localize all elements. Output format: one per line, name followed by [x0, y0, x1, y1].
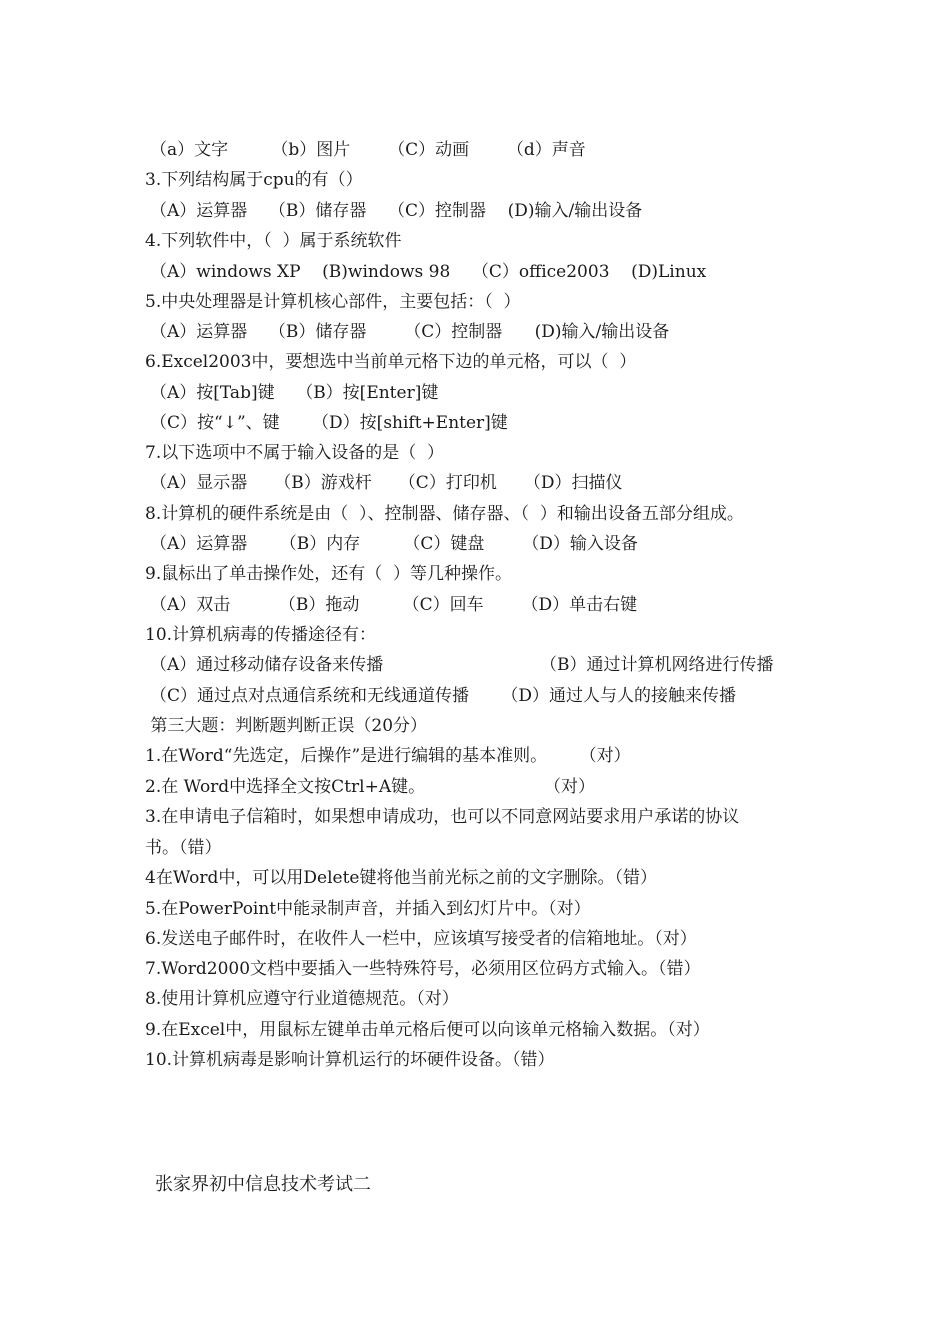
- question-line: 3.下列结构属于cpu的有（）: [145, 170, 363, 190]
- question-line: 8.计算机的硬件系统是由（ ）、控制器、储存器、（ ）和输出设备五部分组成。: [145, 504, 744, 524]
- question-line: 5.中央处理器是计算机核心部件，主要包括：（ ）: [145, 292, 521, 312]
- judgement-line: 书。（错）: [145, 838, 222, 858]
- options-line: （A）双击 （B）拖动 （C）回车 （D）单击右键: [150, 595, 638, 615]
- judgement-line: 7.Word2000文档中要插入一些特殊符号，必须用区位码方式输入。（错）: [145, 959, 701, 979]
- options-line: （A）运算器 （B）储存器 （C）控制器 (D)输入/输出设备: [150, 201, 643, 221]
- judgement-line: 10.计算机病毒是影响计算机运行的坏硬件设备。（错）: [145, 1050, 555, 1070]
- options-line: （A）运算器 （B）储存器 （C）控制器 (D)输入/输出设备: [150, 322, 670, 342]
- judgement-line: 9.在Excel中，用鼠标左键单击单元格后便可以向该单元格输入数据。（对）: [145, 1020, 710, 1040]
- options-line: （A）windows XP (B)windows 98 （C）office2003 (D)Linux: [150, 262, 707, 282]
- question-line: 9.鼠标出了单击操作处，还有（ ）等几种操作。: [145, 564, 513, 584]
- options-line: （A）按[Tab]键 （B）按[Enter]键: [150, 383, 439, 403]
- options-line: （C）按“↓”、键 （D）按[shift+Enter]键: [150, 413, 508, 433]
- options-line: （C）通过点对点通信系统和无线通道传播 （D）通过人与人的接触来传播: [150, 686, 737, 706]
- judgement-line: 1.在Word“先选定，后操作”是进行编辑的基本准则。 （对）: [145, 746, 631, 766]
- judgement-line: 6.发送电子邮件时，在收件人一栏中，应该填写接受者的信箱地址。（对）: [145, 929, 697, 949]
- exam-title-footer: 张家界初中信息技术考试二: [155, 1174, 371, 1195]
- judgement-line: 4在Word中，可以用Delete键将他当前光标之前的文字删除。（错）: [145, 868, 657, 888]
- section-heading: 第三大题：判断题判断正误（20分）: [145, 716, 428, 736]
- judgement-line: 8.使用计算机应遵守行业道德规范。（对）: [145, 989, 459, 1009]
- question-line: 4.下列软件中，（ ）属于系统软件: [145, 231, 402, 251]
- options-line: （A）显示器 （B）游戏杆 （C）打印机 （D）扫描仪: [150, 473, 623, 493]
- judgement-line: 3.在申请电子信箱时，如果想申请成功，也可以不同意网站要求用户承诺的协议: [145, 807, 740, 827]
- question-line: 6.Excel2003中，要想选中当前单元格下边的单元格，可以（ ）: [145, 352, 637, 372]
- options-line-right: （B）通过计算机网络进行传播: [540, 655, 774, 675]
- options-line: （A）运算器 （B）内存 （C）键盘 （D）输入设备: [150, 534, 638, 554]
- judgement-line: 2.在 Word中选择全文按Ctrl+A键。 （对）: [145, 777, 595, 797]
- question-line: 10.计算机病毒的传播途径有：: [145, 625, 377, 645]
- question-line: 7.以下选项中不属于输入设备的是（ ）: [145, 443, 445, 463]
- judgement-line: 5.在PowerPoint中能录制声音，并插入到幻灯片中。（对）: [145, 899, 591, 919]
- options-line: （a）文字 （b）图片 （C）动画 （d）声音: [150, 140, 586, 160]
- options-line: （A）通过移动储存设备来传播: [150, 655, 384, 675]
